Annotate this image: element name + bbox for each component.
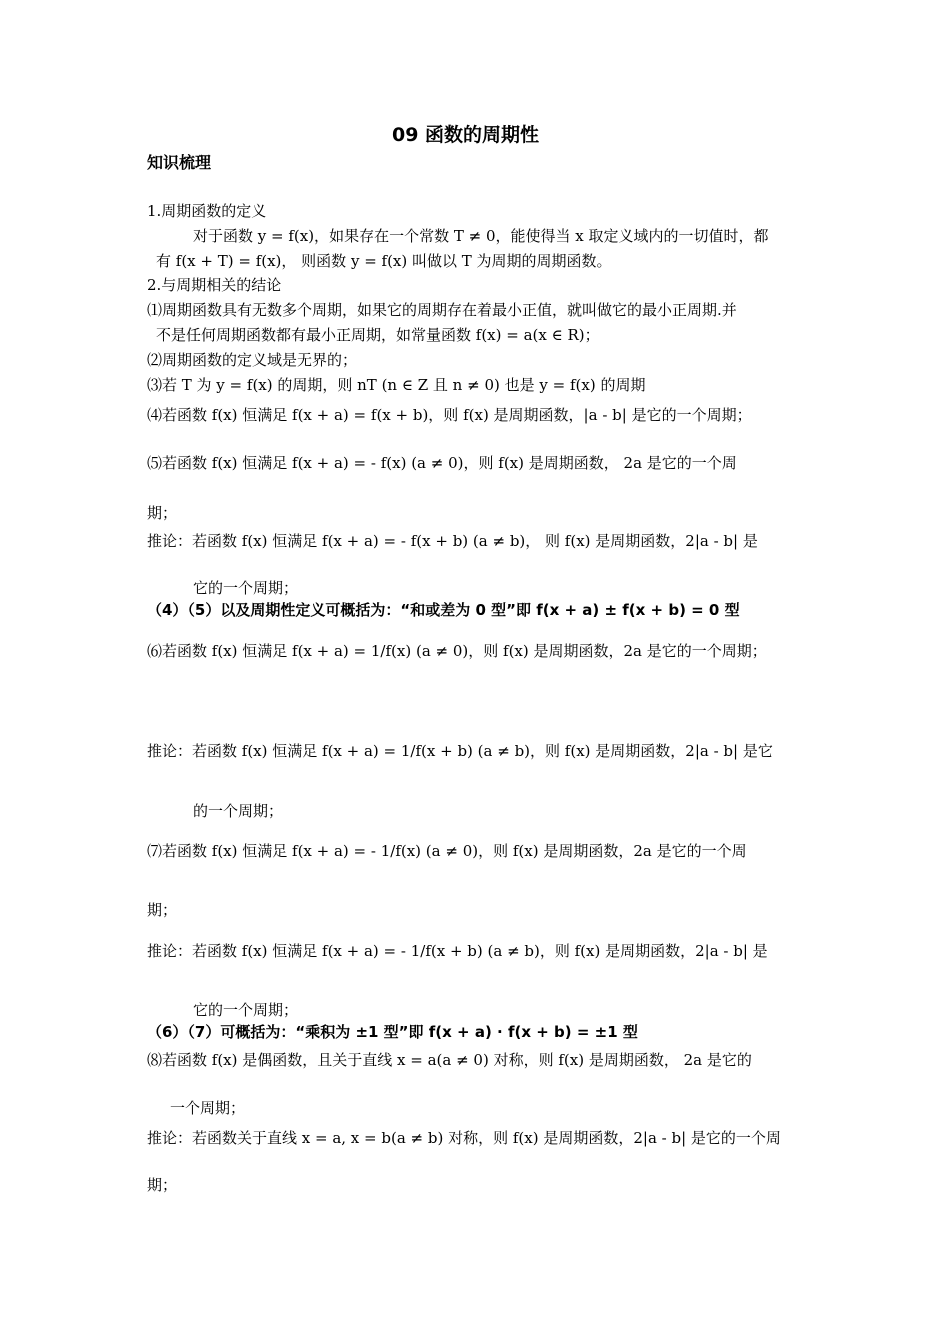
- rule7-line2: 期；: [147, 901, 178, 919]
- rule1-line2: 不是任何周期函数都有最小正周期，如常量函数 f(x) = a(x ∈ R)；: [156, 326, 600, 344]
- corollary6-line2: 的一个周期；: [193, 802, 284, 820]
- corollary8-line1: 推论：若函数关于直线 x = a, x = b(a ≠ b) 对称，则 f(x) 是周期函数，2|a - b| 是它的一个周: [147, 1129, 781, 1147]
- summary-67: （6）（7）可概括为：“乘积为 ±1 型”即 f(x + a) · f(x + b) = ±1 型: [147, 1023, 638, 1041]
- rule8-line2: 一个周期；: [170, 1099, 246, 1117]
- s1-line1: 对于函数 y = f(x)，如果存在一个常数 T ≠ 0，能使得当 x 取定义域内的一切值时，都: [193, 227, 769, 245]
- summary-45: （4）（5）以及周期性定义可概括为：“和或差为 0 型”即 f(x + a) ± f(x + b) = 0 型: [147, 601, 740, 619]
- section-heading: 知识梳理: [147, 153, 212, 172]
- rule5-line1: ⑸若函数 f(x) 恒满足 f(x + a) = - f(x) (a ≠ 0)，则 f(x) 是周期函数， 2a 是它的一个周: [147, 454, 737, 472]
- s1-heading: 1.周期函数的定义: [147, 202, 267, 220]
- rule5-line2: 期；: [147, 504, 178, 522]
- corollary5-line1: 推论：若函数 f(x) 恒满足 f(x + a) = - f(x + b) (a ≠ b)， 则 f(x) 是周期函数，2|a - b| 是: [147, 532, 758, 550]
- corollary7-line1: 推论：若函数 f(x) 恒满足 f(x + a) = - 1/f(x + b) (a ≠ b)，则 f(x) 是周期函数，2|a - b| 是: [147, 942, 768, 960]
- rule8-line1: ⑻若函数 f(x) 是偶函数，且关于直线 x = a(a ≠ 0) 对称，则 f(x) 是周期函数， 2a 是它的: [147, 1051, 752, 1069]
- rule2: ⑵周期函数的定义域是无界的；: [147, 351, 358, 369]
- corollary7-line2: 它的一个周期；: [193, 1001, 299, 1019]
- s2-heading: 2.与周期相关的结论: [147, 276, 282, 294]
- corollary6-line1: 推论：若函数 f(x) 恒满足 f(x + a) = 1/f(x + b) (a ≠ b)，则 f(x) 是周期函数，2|a - b| 是它: [147, 742, 773, 760]
- corollary5-line2: 它的一个周期；: [193, 579, 299, 597]
- corollary8-line2: 期；: [147, 1176, 178, 1194]
- rule6: ⑹若函数 f(x) 恒满足 f(x + a) = 1/f(x) (a ≠ 0)，则 f(x) 是周期函数，2a 是它的一个周期；: [147, 642, 767, 660]
- rule7-line1: ⑺若函数 f(x) 恒满足 f(x + a) = - 1/f(x) (a ≠ 0)，则 f(x) 是周期函数，2a 是它的一个周: [147, 842, 747, 860]
- page-title: 09 函数的周期性: [392, 124, 540, 146]
- s1-line2: 有 f(x + T) = f(x)， 则函数 y = f(x) 叫做以 T 为周期的周期函数。: [156, 252, 612, 270]
- rule1-line1: ⑴周期函数具有无数多个周期，如果它的周期存在着最小正值，就叫做它的最小正周期.并: [147, 301, 737, 319]
- rule4: ⑷若函数 f(x) 恒满足 f(x + a) = f(x + b)，则 f(x) 是周期函数，|a - b| 是它的一个周期；: [147, 406, 752, 424]
- rule3: ⑶若 T 为 y = f(x) 的周期，则 nT (n ∈ Z 且 n ≠ 0) 也是 y = f(x) 的周期: [147, 376, 646, 394]
